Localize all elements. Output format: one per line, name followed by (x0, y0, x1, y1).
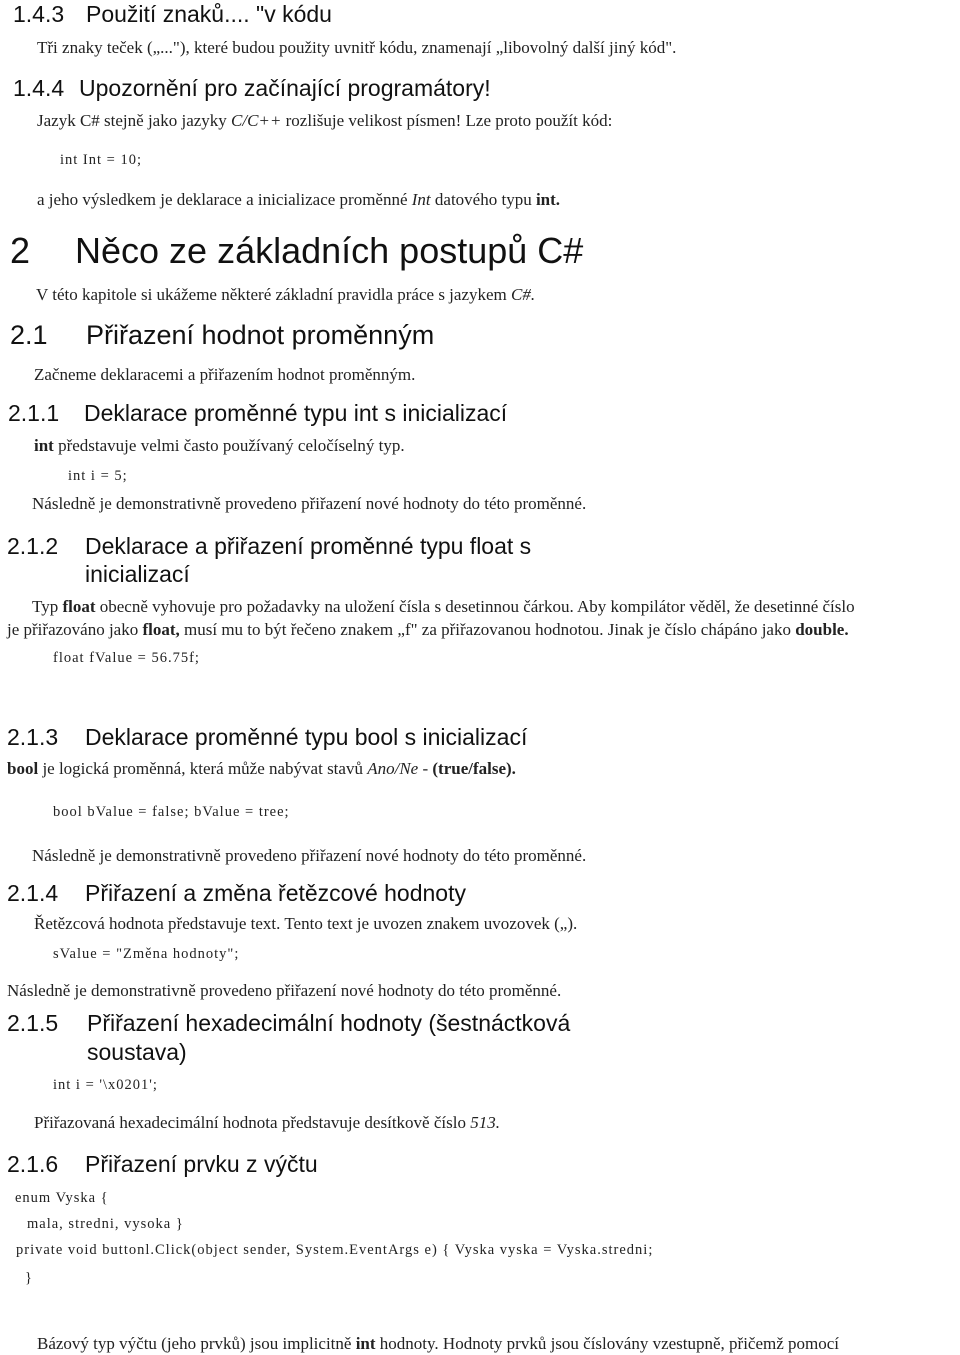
heading-number: 2 (10, 230, 31, 271)
paragraph: Následně je demonstrativně provedeno přiřazení nové hodnoty do této proměnné. (32, 846, 587, 865)
heading-number: 2.1.2 (7, 533, 59, 559)
heading-number: 2.1.6 (7, 1151, 59, 1177)
heading-title: Něco ze základních postupů C# (75, 230, 584, 271)
paragraph: Bázový typ výčtu (jeho prvků) jsou implicitně int hodnoty. Hodnoty prvků jsou číslovány vzestupně, přičemž pomocí (37, 1334, 840, 1353)
code-line: int i = '\x0201'; (53, 1077, 158, 1093)
code-line: int i = 5; (68, 468, 128, 484)
paragraph: int představuje velmi často používaný celočíselný typ. (34, 436, 405, 455)
code-line: int Int = 10; (60, 152, 142, 168)
heading-2-1-4 (7, 879, 466, 907)
heading-title: Deklarace proměnné typu int s inicializací (84, 400, 508, 426)
heading-1-4-3 (13, 0, 332, 28)
heading-2-1-3 (7, 723, 527, 751)
heading-title: Přiřazení prvku z výčtu (85, 1151, 318, 1177)
paragraph: Následně je demonstrativně provedeno přiřazení nové hodnoty do této proměnné. (32, 494, 587, 513)
paragraph: Začneme deklaracemi a přiřazením hodnot proměnným. (34, 365, 416, 384)
paragraph: je přiřazováno jako float, musí mu to být řečeno znakem „f" za přiřazovanou hodnotou. Jinak je číslo chápáno jako double. (7, 620, 849, 639)
heading-title: Přiřazení hodnot proměnným (86, 320, 435, 350)
paragraph: Tři znaky teček („..."), které budou použity uvnitř kódu, znamenají „libovolný další jiný kód". (37, 38, 677, 57)
heading-2-1-6 (7, 1150, 318, 1178)
heading-title-continued: soustava) (87, 1039, 187, 1065)
code-line: } (25, 1270, 33, 1286)
paragraph: Přiřazovaná hexadecimální hodnota představuje desítkově číslo 513. (34, 1113, 500, 1132)
heading-2-1-5 (7, 1009, 570, 1037)
code-line: sValue = "Změna hodnoty"; (53, 946, 240, 962)
heading-number: 1.4.4 (13, 75, 65, 101)
heading-2-1-2 (7, 532, 531, 560)
heading-title: Použití znaků.... "v kódu (86, 1, 332, 27)
chapter-heading-2 (10, 230, 583, 272)
heading-title: Deklarace a přiřazení proměnné typu float s (85, 533, 532, 559)
heading-title: Deklarace proměnné typu bool s inicializací (85, 724, 528, 750)
heading-number: 1.4.3 (13, 1, 65, 27)
heading-title-continued: inicializací (85, 561, 190, 587)
paragraph: bool je logická proměnná, která může nabývat stavů Ano/Ne - (true/false). (7, 759, 516, 778)
paragraph: V této kapitole si ukážeme některé základní pravidla práce s jazykem C#. (36, 285, 536, 304)
heading-1-4-4 (13, 74, 491, 102)
heading-number: 2.1.3 (7, 724, 59, 750)
heading-title: Upozornění pro začínající programátory! (79, 75, 491, 101)
heading-number: 2.1.5 (7, 1010, 59, 1036)
heading-number: 2.1.4 (7, 880, 59, 906)
heading-title: Přiřazení hexadecimální hodnoty (šestnáctková (87, 1010, 571, 1036)
heading-number: 2.1 (10, 320, 48, 350)
heading-title: Přiřazení a změna řetězcové hodnoty (85, 880, 466, 906)
code-line: bool bValue = false; bValue = tree; (53, 804, 290, 820)
heading-number: 2.1.1 (8, 400, 60, 426)
paragraph: Typ float obecně vyhovuje pro požadavky na uložení čísla s desetinnou čárkou. Aby kompilátor věděl, že desetinné číslo (32, 597, 855, 616)
paragraph: Jazyk C# stejně jako jazyky C/C++ rozlišuje velikost písmen! Lze proto použít kód: (37, 111, 613, 130)
paragraph: Řetězcová hodnota představuje text. Tento text je uvozen znakem uvozovek („). (34, 914, 578, 933)
heading-2-1 (10, 319, 434, 351)
code-line: private void buttonl.Click(object sender, System.EventArgs e) { Vyska vyska = Vyska.stredni; (16, 1242, 654, 1258)
code-line: float fValue = 56.75f; (53, 650, 200, 666)
code-line: mala, stredni, vysoka } (27, 1216, 184, 1232)
paragraph: a jeho výsledkem je deklarace a inicializace proměnné Int datového typu int. (37, 190, 561, 209)
code-line: enum Vyska { (15, 1190, 109, 1206)
heading-2-1-1 (8, 399, 507, 427)
paragraph: Následně je demonstrativně provedeno přiřazení nové hodnoty do této proměnné. (7, 981, 562, 1000)
